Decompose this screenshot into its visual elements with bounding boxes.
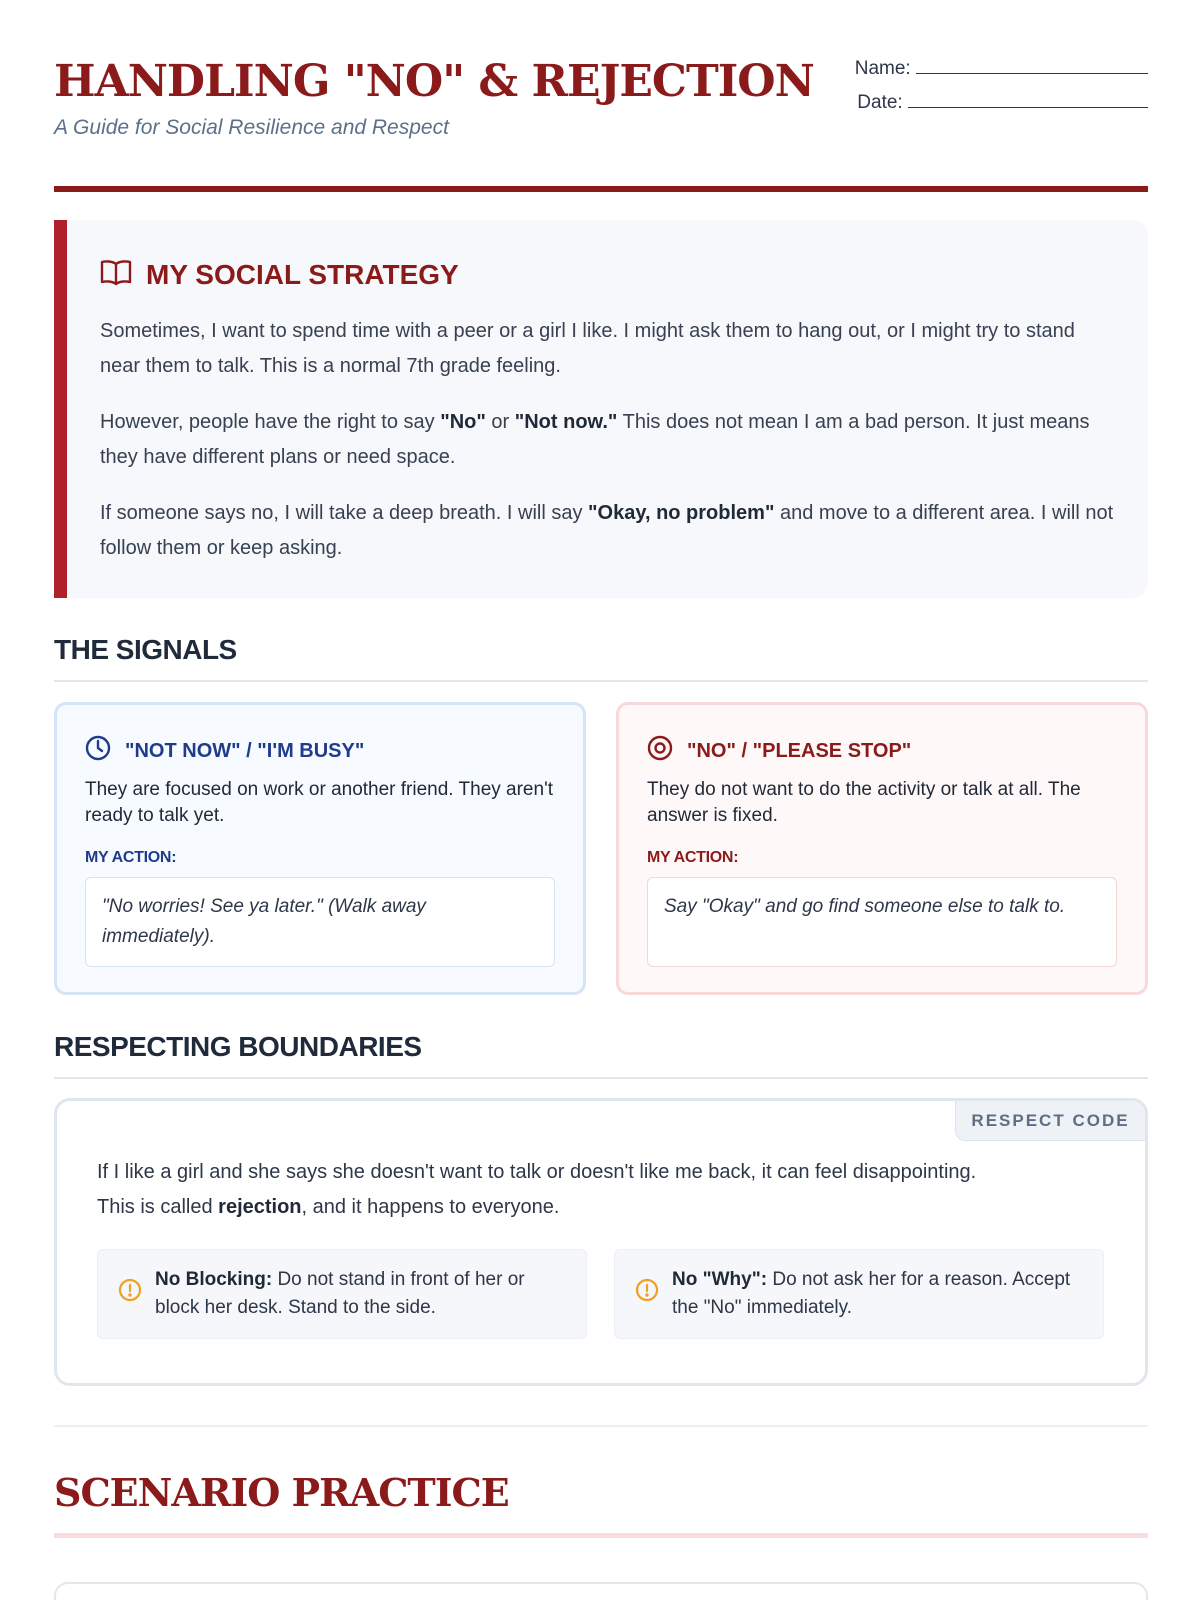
date-label: Date: — [857, 92, 903, 113]
clock-icon — [85, 735, 111, 767]
signal-card-title: "NOT NOW" / "I'M BUSY" — [125, 739, 365, 762]
name-date-fields — [855, 52, 1148, 120]
worksheet-page — [54, 0, 1148, 1515]
my-action-label: MY ACTION: — [647, 849, 739, 866]
name-label: Name: — [854, 58, 911, 79]
respect-code-box — [54, 1098, 1148, 1386]
page-title: HANDLING "NO" & REJECTION — [54, 56, 814, 107]
scenario-divider — [54, 1533, 1148, 1538]
date-blank-line[interactable] — [908, 90, 1148, 108]
header-divider — [54, 186, 1148, 192]
section-divider — [54, 1425, 1148, 1427]
my-action-response: Say "Okay" and go find someone else to talk to. — [647, 877, 1117, 967]
signals-heading: THE SIGNALS — [54, 634, 237, 665]
boundaries-divider — [54, 1077, 1148, 1079]
page-subtitle: A Guide for Social Resilience and Respect — [54, 116, 449, 139]
warning-icon — [635, 1278, 659, 1307]
scenario-box — [54, 1582, 1148, 1600]
strategy-heading: MY SOCIAL STRATEGY — [146, 258, 459, 290]
my-action-label: MY ACTION: — [85, 849, 177, 866]
rule-no-blocking — [97, 1249, 587, 1339]
open-book-icon — [100, 258, 132, 291]
social-strategy-box — [54, 220, 1148, 598]
strategy-paragraph-3: If someone says no, I will take a deep breath. I will say "Okay, no problem" and move to a different area. I will not follow them or keep asking. — [100, 502, 1114, 559]
strategy-text — [100, 314, 1118, 587]
rejection-explanation: If I like a girl and she says she doesn't want to talk or doesn't like me back, it can feel disappointing. This is called rejection, and it happens to everyone. — [97, 1161, 977, 1218]
signals-divider — [54, 680, 1148, 682]
warning-icon — [118, 1278, 142, 1307]
signal-card-no — [616, 702, 1148, 995]
signal-card-description: They are focused on work or another friend. They aren't ready to talk yet. — [85, 779, 553, 826]
signal-card-header — [85, 735, 364, 767]
strategy-paragraph-1: Sometimes, I want to spend time with a peer or a girl I like. I might ask them to hang out, or I might try to stand near them to talk. This is a normal 7th grade feeling. — [100, 320, 1075, 377]
scenario-practice-heading: SCENARIO PRACTICE — [54, 1470, 509, 1515]
signal-card-header — [647, 735, 911, 767]
my-action-response: "No worries! See ya later." (Walk away immediately). — [85, 877, 555, 967]
strategy-heading-row — [100, 258, 459, 291]
rule-text: No "Why": Do not ask her for a reason. Accept the "No" immediately. — [672, 1269, 1071, 1318]
rule-no-why — [614, 1249, 1104, 1339]
signal-card-description: They do not want to do the activity or talk at all. The answer is fixed. — [647, 779, 1081, 826]
name-blank-line[interactable] — [916, 56, 1148, 74]
strategy-paragraph-2: However, people have the right to say "No" or "Not now." This does not mean I am a bad person. It just means they have different plans or need space. — [100, 411, 1090, 468]
respect-code-badge: RESPECT CODE — [955, 1101, 1145, 1141]
signal-card-title: "NO" / "PLEASE STOP" — [687, 739, 912, 762]
stop-target-icon — [647, 735, 673, 767]
signal-card-not-now — [54, 702, 586, 995]
name-field[interactable] — [855, 52, 1148, 86]
date-field[interactable] — [855, 86, 1148, 120]
header — [54, 0, 1148, 192]
rule-text: No Blocking: Do not stand in front of her or block her desk. Stand to the side. — [155, 1269, 525, 1318]
boundaries-heading: RESPECTING BOUNDARIES — [54, 1031, 422, 1062]
strategy-accent-bar — [54, 220, 67, 598]
